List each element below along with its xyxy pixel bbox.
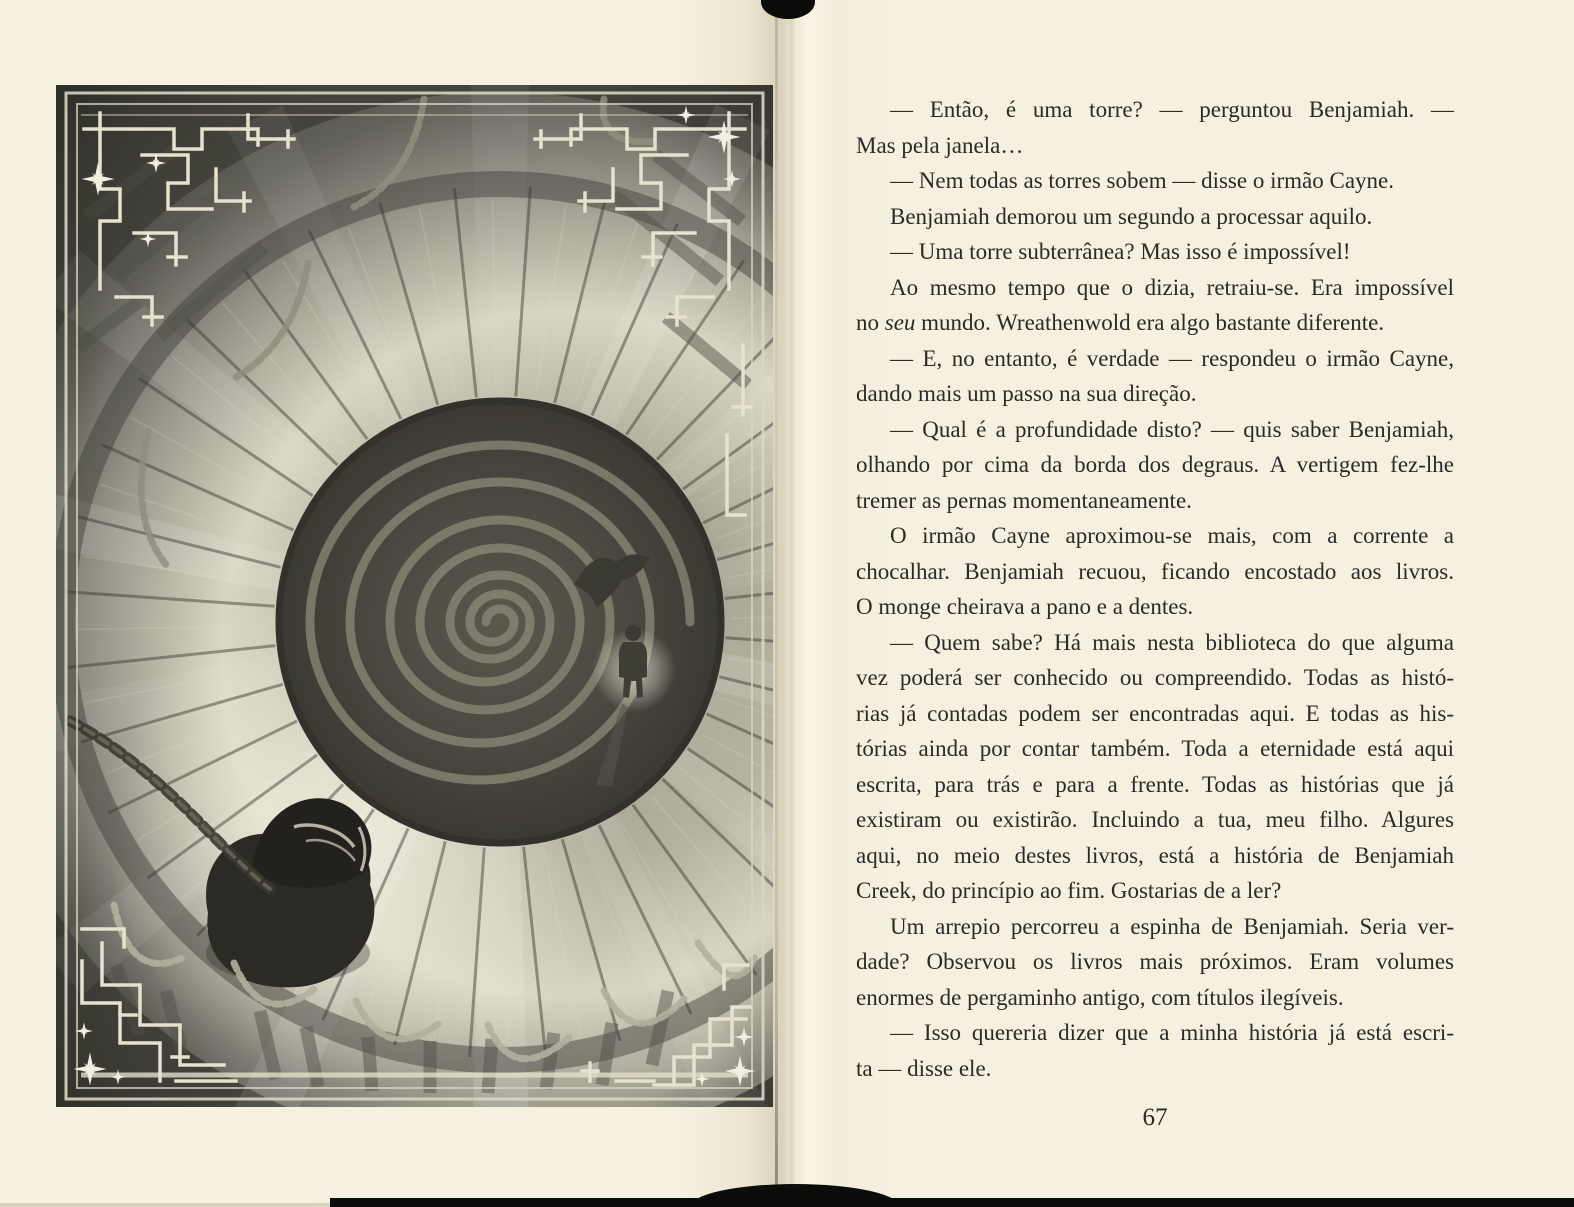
text-line: dade? Observou os livros mais próximos. Eram volumes — [856, 949, 1454, 974]
text-line: Mas pela janela… — [856, 132, 1024, 158]
text-line: vez poderá ser conhecido ou compreendido. Todas as histó- — [856, 665, 1454, 690]
illustration-canvas — [56, 85, 773, 1107]
text-line: — Então, é uma torre? — perguntou Benjamiah. — — [890, 97, 1454, 122]
text-line: olhando por cima da borda dos degraus. A vertigem fez-lhe — [856, 452, 1454, 477]
vignette — [56, 85, 773, 1107]
text-line: Ao mesmo tempo que o dizia, retraiu-se. Era impossível — [890, 274, 1454, 300]
text-line: escrita, para trás e para a frente. Todas as histórias que já — [856, 771, 1454, 797]
text-line: rias já contadas podem ser encontradas aqui. E todas as his- — [856, 700, 1454, 726]
text-line: existiram ou existirão. Incluindo a tua, meu filho. Algures — [856, 807, 1454, 832]
text-line: — Uma torre subterrânea? Mas isso é impossível! — [890, 239, 1351, 264]
page-number: 67 — [1142, 1104, 1168, 1131]
text-line: — Qual é a profundidade disto? — quis saber Benjamiah, — [890, 416, 1454, 442]
text-line: — Quem sabe? Há mais nesta biblioteca do que alguma — [890, 629, 1454, 655]
text-line: chocalhar. Benjamiah recuou, ficando encostado aos livros. — [856, 558, 1454, 584]
gutter-crease — [775, 0, 778, 1207]
spiral-staircase-illustration — [56, 85, 773, 1107]
text-line: O monge cheirava a pano e a dentes. — [856, 594, 1194, 619]
text-line: Um arrepio percorreu a espinha de Benjamiah. Seria ver- — [890, 913, 1454, 939]
text-line: — E, no entanto, é verdade — respondeu o irmão Cayne, — [890, 345, 1454, 371]
text-line: ta — disse ele. — [856, 1055, 992, 1081]
text-line: tórias ainda por contar também. Toda a eternidade está aqui — [856, 736, 1454, 761]
text-line: dando mais um passo na sua direção. — [856, 381, 1197, 406]
body-text — [856, 92, 1454, 1086]
text-line: no seu mundo. Wreathenwold era algo bastante diferente. — [856, 310, 1385, 335]
text-line: Creek, do princípio ao fim. Gostarias de a ler? — [856, 878, 1282, 903]
scan-edge-bottom-left — [0, 1203, 330, 1207]
text-line: Benjamiah demorou um segundo a processar aquilo. — [890, 203, 1373, 229]
text-line: enormes de pergaminho antigo, com títulos ilegíveis. — [856, 984, 1344, 1010]
text-line: aqui, no meio destes livros, está a história de Benjamiah — [856, 842, 1454, 868]
text-line: — Nem todas as torres sobem — disse o irmão Cayne. — [890, 168, 1394, 193]
text-line: O irmão Cayne aproximou-se mais, com a corrente a — [890, 523, 1454, 548]
right-page — [790, 0, 1574, 1207]
text-line: — Isso quereria dizer que a minha história já está escri- — [890, 1020, 1454, 1045]
text-line: tremer as pernas momentaneamente. — [856, 487, 1192, 513]
scan-edge-bottom — [330, 1198, 1574, 1207]
